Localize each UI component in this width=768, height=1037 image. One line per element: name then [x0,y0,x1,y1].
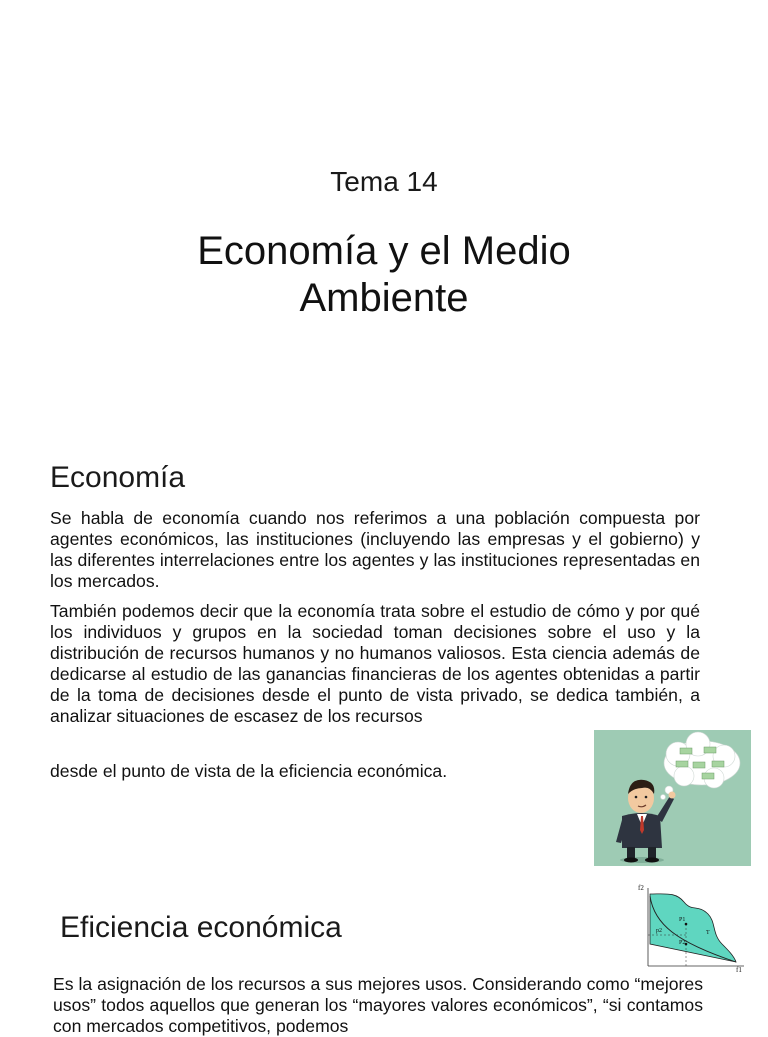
graph-label-p2-point: P2 [679,940,686,946]
graph-label-p1: P1 [679,917,686,923]
slide-subtitle: Tema 14 [330,166,438,197]
section-heading-eficiencia: Eficiencia económica [60,911,342,944]
graph-label-p2: p2 [656,928,662,934]
businessman-thinking-money-icon [594,730,751,866]
title-line-2: Ambiente [299,276,469,320]
slide-title [0,228,768,322]
section-heading-economia: Economía [50,461,186,494]
graph-label-t: T [706,930,710,936]
production-frontier-graph-icon [636,884,748,974]
paragraph-eficiencia: Es la asignación de los recursos a sus mejores usos. Considerando como “mejores usos” todos aquellos que generan los “mayores valores económicos”, “si contamos con mercados competitivos, podemos [53,974,703,1036]
paragraph-economia-2: También podemos decir que la economía trata sobre el estudio de cómo y por qué los individuos y grupos en la sociedad toman decisiones sobre el uso y la distribución de recursos humanos y no humanos valiosos. Esta ciencia además de dedicarse al estudio de las ganancias financieras de los agentes obtenidas a partir de la toma de decisiones desde el punto de vista privado, se dedica también, a analizar situaciones de escasez de los recursos [50,601,700,726]
paragraph-economia-2-continued: desde el punto de vista de la eficiencia económica. [50,761,448,781]
paragraph-economia-1: Se habla de economía cuando nos referimos a una población compuesta por agentes económicos, las instituciones (incluyendo las empresas y el gobierno) y las diferentes interrelaciones entre los agentes y las instituciones representadas en los mercados. [50,508,700,591]
title-line-1: Economía y el Medio [197,229,571,273]
graph-label-f1: f1 [736,966,742,974]
graph-label-f2: f2 [638,884,644,892]
